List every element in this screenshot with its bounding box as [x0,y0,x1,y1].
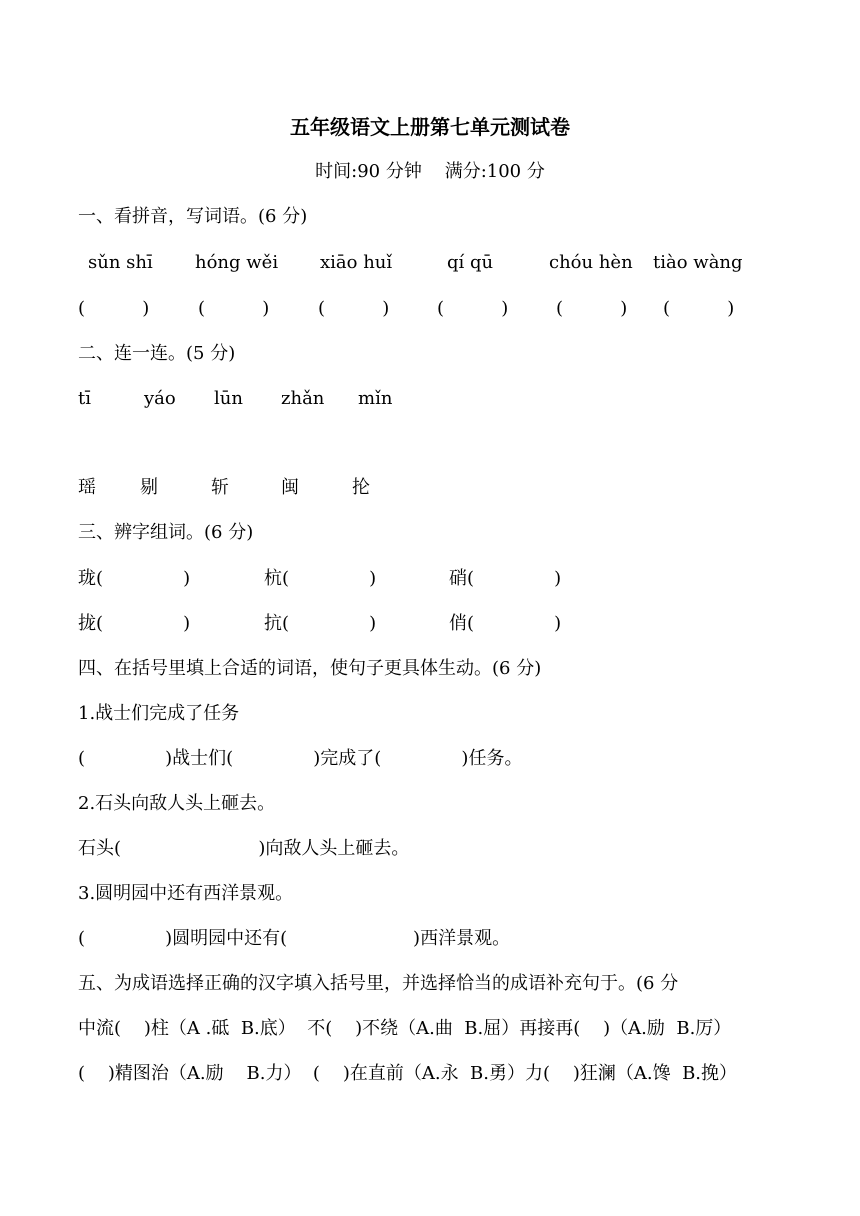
word-blank: 俏( ) [449,613,562,634]
exam-info: 时间:90 分钟 满分:100 分 [315,161,545,182]
char-item: 闽 [281,477,299,498]
answer-blank: ( ) [318,298,390,319]
pinyin-item: sǔn shī [88,252,153,273]
section-5-heading: 五、为成语选择正确的汉字填入括号里，并选择恰当的成语补充句于。(6 分 [78,973,679,994]
word-blank: 拢( ) [78,613,191,634]
section-2-heading: 二、连一连。(5 分) [78,343,236,364]
sentence-2-answer: 石头( )向敌人头上砸去。 [78,838,410,859]
sentence-3-answer: ( )圆明园中还有( )西洋景观。 [78,928,511,949]
answer-blank: ( ) [437,298,509,319]
pinyin-item: tī [78,388,91,409]
section-3-heading: 三、辨字组词。(6 分) [78,522,254,543]
idiom-line-1: 中流( )柱（A .砥 B.底） 不( )不绕（A.曲 B.屈）再接再( )（A.励 B.厉） [78,1018,732,1039]
sentence-3: 3.圆明园中还有西洋景观。 [78,883,294,904]
pinyin-item: zhǎn [281,388,325,409]
pinyin-item: yáo [144,388,176,409]
char-item: 斩 [211,477,229,498]
answer-blank: ( ) [78,298,150,319]
pinyin-item: qí qū [447,252,494,273]
pinyin-item: hóng wěi [195,252,279,273]
word-blank: 杭( ) [264,568,377,589]
sentence-1: 1.战士们完成了任务 [78,703,240,724]
sentence-1-answer: ( )战士们( )完成了( )任务。 [78,748,523,769]
pinyin-item: chóu hèn [549,252,633,273]
answer-blank: ( ) [198,298,270,319]
answer-blank: ( ) [556,298,628,319]
pinyin-item: xiāo huǐ [320,252,393,273]
char-item: 剔 [140,477,158,498]
pinyin-item: lūn [214,388,243,409]
section-4-heading: 四、在括号里填上合适的词语，使句子更具体生动。(6 分) [78,658,542,679]
word-blank: 珑( ) [78,568,191,589]
pinyin-item: mǐn [358,388,393,409]
section-1-heading: 一、看拼音，写词语。(6 分) [78,206,308,227]
page-title: 五年级语文上册第七单元测试卷 [290,115,570,139]
idiom-line-2: ( )精图治（A.励 B.力） ( )在直前（A.永 B.勇）力( )狂澜（A.馋 B.挽） [78,1063,738,1084]
char-item: 瑶 [78,477,96,498]
word-blank: 硝( ) [449,568,562,589]
answer-blank: ( ) [663,298,735,319]
char-item: 抡 [352,477,370,498]
sentence-2: 2.石头向敌人头上砸去。 [78,793,276,814]
word-blank: 抗( ) [264,613,377,634]
pinyin-item: tiào wàng [653,252,743,273]
